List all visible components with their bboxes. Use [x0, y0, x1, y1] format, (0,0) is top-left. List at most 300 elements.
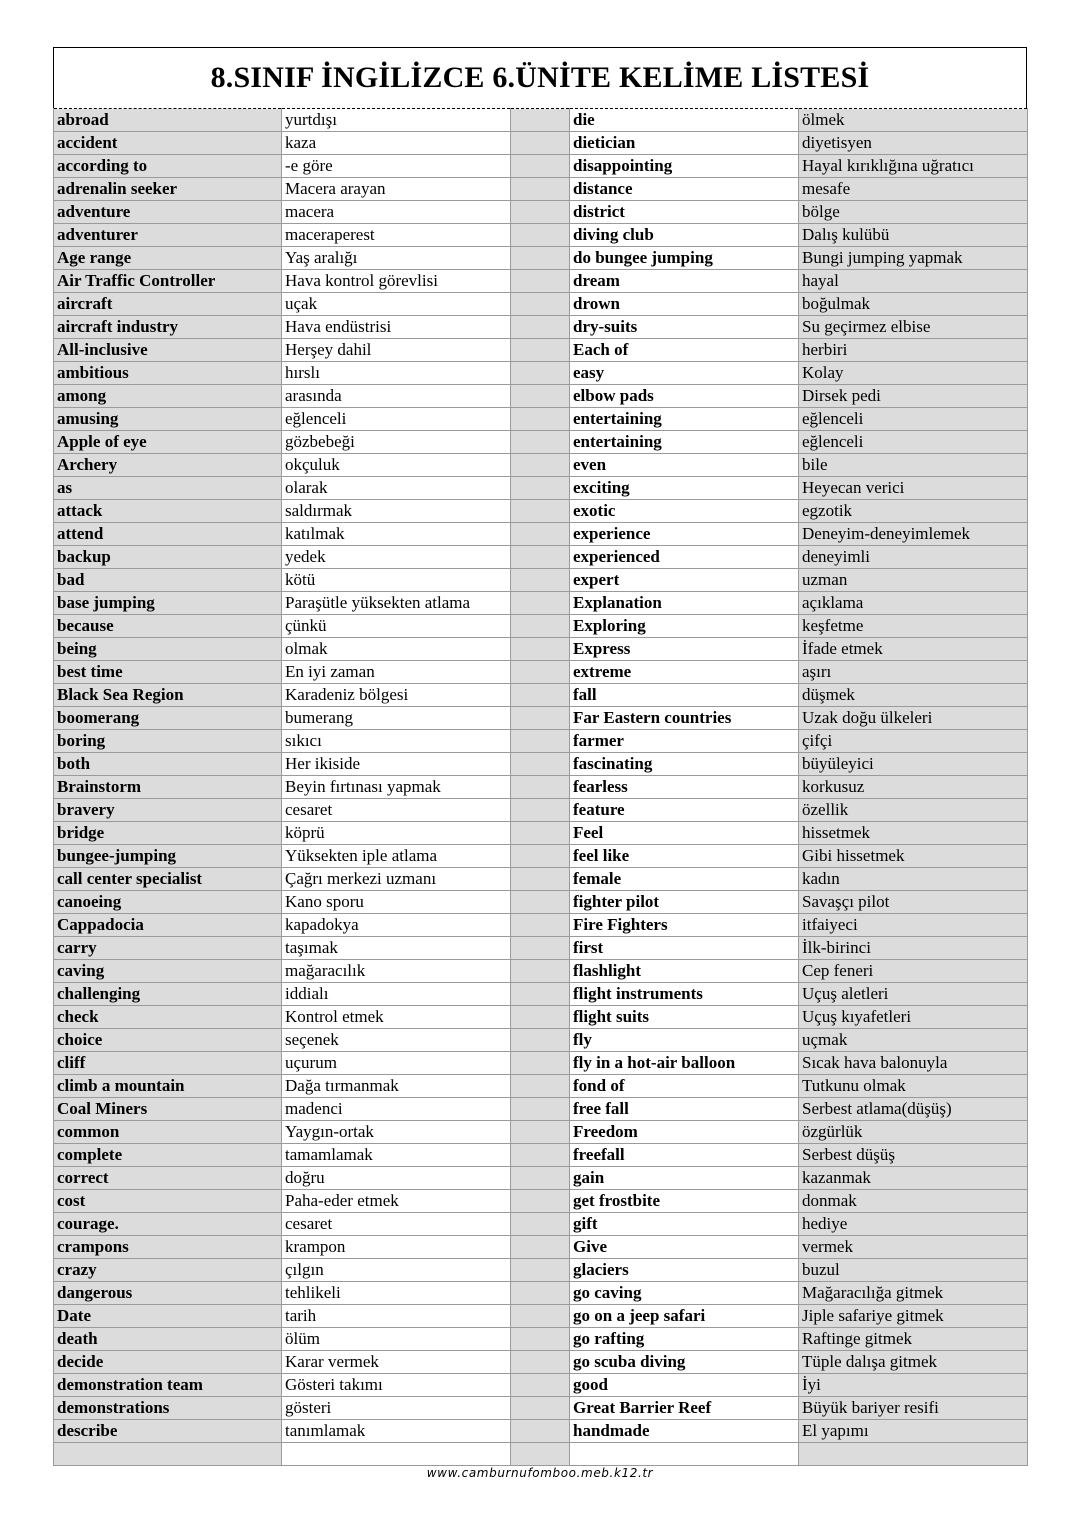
column-gap — [511, 684, 570, 707]
table-row — [54, 1443, 1028, 1466]
left-translation: cesaret — [282, 799, 511, 822]
left-term: choice — [54, 1029, 282, 1052]
column-gap — [511, 592, 570, 615]
left-translation: kaza — [282, 132, 511, 155]
right-term: dietician — [570, 132, 799, 155]
right-term: feel like — [570, 845, 799, 868]
right-term: die — [570, 109, 799, 132]
right-term: elbow pads — [570, 385, 799, 408]
right-term: fly in a hot-air balloon — [570, 1052, 799, 1075]
left-translation: ölüm — [282, 1328, 511, 1351]
column-gap — [511, 477, 570, 500]
right-term: Freedom — [570, 1121, 799, 1144]
left-translation: En iyi zaman — [282, 661, 511, 684]
right-term: glaciers — [570, 1259, 799, 1282]
left-term: crampons — [54, 1236, 282, 1259]
left-term: correct — [54, 1167, 282, 1190]
table-row — [54, 684, 1028, 707]
left-translation: macera — [282, 201, 511, 224]
column-gap — [511, 1167, 570, 1190]
left-translation: tamamlamak — [282, 1144, 511, 1167]
left-translation: Paraşütle yüksekten atlama — [282, 592, 511, 615]
right-term: go scuba diving — [570, 1351, 799, 1374]
left-term: adrenalin seeker — [54, 178, 282, 201]
right-term: Far Eastern countries — [570, 707, 799, 730]
left-term: Archery — [54, 454, 282, 477]
right-translation: Serbest düşüş — [799, 1144, 1028, 1167]
right-translation: İyi — [799, 1374, 1028, 1397]
left-term: accident — [54, 132, 282, 155]
right-term: female — [570, 868, 799, 891]
right-translation: Sıcak hava balonuyla — [799, 1052, 1028, 1075]
left-term: Brainstorm — [54, 776, 282, 799]
left-term: best time — [54, 661, 282, 684]
left-translation: arasında — [282, 385, 511, 408]
right-translation: İfade etmek — [799, 638, 1028, 661]
table-row — [54, 1305, 1028, 1328]
table-row — [54, 546, 1028, 569]
column-gap — [511, 1328, 570, 1351]
column-gap — [511, 1282, 570, 1305]
left-translation: Gösteri takımı — [282, 1374, 511, 1397]
left-translation: kapadokya — [282, 914, 511, 937]
left-term: being — [54, 638, 282, 661]
left-term: abroad — [54, 109, 282, 132]
table-row — [54, 1213, 1028, 1236]
left-term: attack — [54, 500, 282, 523]
column-gap — [511, 109, 570, 132]
left-translation: tanımlamak — [282, 1420, 511, 1443]
left-translation: eğlenceli — [282, 408, 511, 431]
left-translation: gözbebeği — [282, 431, 511, 454]
left-term: common — [54, 1121, 282, 1144]
table-row — [54, 201, 1028, 224]
left-translation: Dağa tırmanmak — [282, 1075, 511, 1098]
table-row — [54, 569, 1028, 592]
column-gap — [511, 270, 570, 293]
left-translation: tarih — [282, 1305, 511, 1328]
column-gap — [511, 1075, 570, 1098]
column-gap — [511, 201, 570, 224]
right-term: flashlight — [570, 960, 799, 983]
column-gap — [511, 385, 570, 408]
left-translation: Her ikiside — [282, 753, 511, 776]
right-translation: Tutkunu olmak — [799, 1075, 1028, 1098]
right-translation: Jiple safariye gitmek — [799, 1305, 1028, 1328]
left-translation: bumerang — [282, 707, 511, 730]
right-translation: deneyimli — [799, 546, 1028, 569]
column-gap — [511, 1144, 570, 1167]
right-term: gain — [570, 1167, 799, 1190]
right-translation: uçmak — [799, 1029, 1028, 1052]
table-row — [54, 592, 1028, 615]
right-term: dry-suits — [570, 316, 799, 339]
left-term — [54, 1443, 282, 1466]
right-term: easy — [570, 362, 799, 385]
left-translation: maceraperest — [282, 224, 511, 247]
left-term: death — [54, 1328, 282, 1351]
vocabulary-sheet — [53, 47, 1027, 1466]
column-gap — [511, 1236, 570, 1259]
left-translation: -e göre — [282, 155, 511, 178]
left-term: Apple of eye — [54, 431, 282, 454]
left-term: bad — [54, 569, 282, 592]
table-row — [54, 822, 1028, 845]
table-row — [54, 1144, 1028, 1167]
column-gap — [511, 500, 570, 523]
left-term: All-inclusive — [54, 339, 282, 362]
table-row — [54, 661, 1028, 684]
left-translation: Paha-eder etmek — [282, 1190, 511, 1213]
left-translation: Karadeniz bölgesi — [282, 684, 511, 707]
right-term: Give — [570, 1236, 799, 1259]
right-term: exciting — [570, 477, 799, 500]
right-term: distance — [570, 178, 799, 201]
table-row — [54, 1420, 1028, 1443]
right-translation: hediye — [799, 1213, 1028, 1236]
right-translation: Su geçirmez elbise — [799, 316, 1028, 339]
left-translation: Hava kontrol görevlisi — [282, 270, 511, 293]
right-term: fall — [570, 684, 799, 707]
right-translation: Serbest atlama(düşüş) — [799, 1098, 1028, 1121]
left-translation: cesaret — [282, 1213, 511, 1236]
right-term: district — [570, 201, 799, 224]
column-gap — [511, 546, 570, 569]
right-translation: ölmek — [799, 109, 1028, 132]
column-gap — [511, 845, 570, 868]
right-term: get frostbite — [570, 1190, 799, 1213]
left-term: Date — [54, 1305, 282, 1328]
left-translation: Çağrı merkezi uzmanı — [282, 868, 511, 891]
left-translation: krampon — [282, 1236, 511, 1259]
right-term: handmade — [570, 1420, 799, 1443]
table-row — [54, 868, 1028, 891]
table-row — [54, 224, 1028, 247]
table-row — [54, 1328, 1028, 1351]
left-term: climb a mountain — [54, 1075, 282, 1098]
left-translation: Kontrol etmek — [282, 1006, 511, 1029]
right-translation: uzman — [799, 569, 1028, 592]
right-translation: İlk-birinci — [799, 937, 1028, 960]
left-translation: olarak — [282, 477, 511, 500]
right-translation: hissetmek — [799, 822, 1028, 845]
table-row — [54, 339, 1028, 362]
right-translation: Uçuş aletleri — [799, 983, 1028, 1006]
table-row — [54, 960, 1028, 983]
table-row — [54, 454, 1028, 477]
table-row — [54, 155, 1028, 178]
left-term: describe — [54, 1420, 282, 1443]
right-term: go rafting — [570, 1328, 799, 1351]
column-gap — [511, 454, 570, 477]
left-term: dangerous — [54, 1282, 282, 1305]
column-gap — [511, 431, 570, 454]
left-translation: okçuluk — [282, 454, 511, 477]
right-translation: Cep feneri — [799, 960, 1028, 983]
left-term: carry — [54, 937, 282, 960]
table-row — [54, 431, 1028, 454]
right-term: flight suits — [570, 1006, 799, 1029]
right-translation: çifçi — [799, 730, 1028, 753]
table-row — [54, 937, 1028, 960]
column-gap — [511, 1098, 570, 1121]
left-translation: katılmak — [282, 523, 511, 546]
right-translation: bölge — [799, 201, 1028, 224]
right-term: flight instruments — [570, 983, 799, 1006]
right-term: Explanation — [570, 592, 799, 615]
title-box — [53, 47, 1027, 108]
right-translation: Raftinge gitmek — [799, 1328, 1028, 1351]
left-translation: seçenek — [282, 1029, 511, 1052]
vocabulary-table — [53, 108, 1028, 1466]
right-term: exotic — [570, 500, 799, 523]
left-term: adventure — [54, 201, 282, 224]
right-translation: Heyecan verici — [799, 477, 1028, 500]
column-gap — [511, 1374, 570, 1397]
left-term: aircraft — [54, 293, 282, 316]
right-translation: kadın — [799, 868, 1028, 891]
column-gap — [511, 132, 570, 155]
right-translation: Kolay — [799, 362, 1028, 385]
right-term: freefall — [570, 1144, 799, 1167]
column-gap — [511, 224, 570, 247]
right-translation: egzotik — [799, 500, 1028, 523]
right-term: farmer — [570, 730, 799, 753]
right-term: even — [570, 454, 799, 477]
left-term: boring — [54, 730, 282, 753]
table-row — [54, 1397, 1028, 1420]
column-gap — [511, 822, 570, 845]
right-translation: El yapımı — [799, 1420, 1028, 1443]
column-gap — [511, 776, 570, 799]
right-translation: korkusuz — [799, 776, 1028, 799]
left-term: cliff — [54, 1052, 282, 1075]
left-term: boomerang — [54, 707, 282, 730]
left-term: canoeing — [54, 891, 282, 914]
left-translation: Karar vermek — [282, 1351, 511, 1374]
right-translation: Büyük bariyer resifi — [799, 1397, 1028, 1420]
table-row — [54, 730, 1028, 753]
left-term: ambitious — [54, 362, 282, 385]
right-translation: vermek — [799, 1236, 1028, 1259]
table-row — [54, 109, 1028, 132]
right-term: do bungee jumping — [570, 247, 799, 270]
column-gap — [511, 615, 570, 638]
right-translation: diyetisyen — [799, 132, 1028, 155]
column-gap — [511, 1259, 570, 1282]
column-gap — [511, 293, 570, 316]
right-term: good — [570, 1374, 799, 1397]
table-row — [54, 707, 1028, 730]
right-translation: Deneyim-deneyimlemek — [799, 523, 1028, 546]
right-translation: Dirsek pedi — [799, 385, 1028, 408]
right-term: fond of — [570, 1075, 799, 1098]
column-gap — [511, 960, 570, 983]
column-gap — [511, 753, 570, 776]
right-term: feature — [570, 799, 799, 822]
right-term: drown — [570, 293, 799, 316]
column-gap — [511, 1006, 570, 1029]
column-gap — [511, 178, 570, 201]
column-gap — [511, 1397, 570, 1420]
right-translation: bile — [799, 454, 1028, 477]
column-gap — [511, 891, 570, 914]
left-term: according to — [54, 155, 282, 178]
left-term: attend — [54, 523, 282, 546]
left-term: aircraft industry — [54, 316, 282, 339]
table-row — [54, 776, 1028, 799]
right-translation: donmak — [799, 1190, 1028, 1213]
left-translation: Yaş aralığı — [282, 247, 511, 270]
left-term: because — [54, 615, 282, 638]
table-row — [54, 1236, 1028, 1259]
right-term — [570, 1443, 799, 1466]
right-term: entertaining — [570, 408, 799, 431]
column-gap — [511, 408, 570, 431]
left-term: complete — [54, 1144, 282, 1167]
right-term: Express — [570, 638, 799, 661]
table-row — [54, 477, 1028, 500]
column-gap — [511, 247, 570, 270]
table-row — [54, 753, 1028, 776]
left-translation: Yaygın-ortak — [282, 1121, 511, 1144]
table-row — [54, 500, 1028, 523]
left-translation: sıkıcı — [282, 730, 511, 753]
table-row — [54, 891, 1028, 914]
table-row — [54, 1282, 1028, 1305]
right-translation: büyüleyici — [799, 753, 1028, 776]
right-term: extreme — [570, 661, 799, 684]
right-term: fearless — [570, 776, 799, 799]
right-term: gift — [570, 1213, 799, 1236]
table-row — [54, 132, 1028, 155]
left-term: adventurer — [54, 224, 282, 247]
table-row — [54, 1190, 1028, 1213]
table-row — [54, 247, 1028, 270]
table-row — [54, 178, 1028, 201]
left-term: backup — [54, 546, 282, 569]
left-term: Air Traffic Controller — [54, 270, 282, 293]
left-term: decide — [54, 1351, 282, 1374]
right-term: Feel — [570, 822, 799, 845]
right-translation: Savaşçı pilot — [799, 891, 1028, 914]
left-term: bravery — [54, 799, 282, 822]
left-translation — [282, 1443, 511, 1466]
column-gap — [511, 569, 570, 592]
right-translation: Hayal kırıklığına uğratıcı — [799, 155, 1028, 178]
right-term: Fire Fighters — [570, 914, 799, 937]
table-row — [54, 1006, 1028, 1029]
column-gap — [511, 983, 570, 1006]
left-translation: Yüksekten iple atlama — [282, 845, 511, 868]
column-gap — [511, 1420, 570, 1443]
left-term: challenging — [54, 983, 282, 1006]
table-row — [54, 362, 1028, 385]
left-term: among — [54, 385, 282, 408]
table-row — [54, 615, 1028, 638]
table-row — [54, 799, 1028, 822]
left-term: call center specialist — [54, 868, 282, 891]
table-row — [54, 1075, 1028, 1098]
left-translation: doğru — [282, 1167, 511, 1190]
table-row — [54, 638, 1028, 661]
table-row — [54, 523, 1028, 546]
column-gap — [511, 1443, 570, 1466]
right-term: go on a jeep safari — [570, 1305, 799, 1328]
column-gap — [511, 339, 570, 362]
column-gap — [511, 1121, 570, 1144]
right-term: expert — [570, 569, 799, 592]
column-gap — [511, 730, 570, 753]
left-term: Coal Miners — [54, 1098, 282, 1121]
table-row — [54, 293, 1028, 316]
left-term: demonstrations — [54, 1397, 282, 1420]
column-gap — [511, 523, 570, 546]
footer-url: www.camburnufomboo.meb.k12.tr — [426, 1466, 654, 1480]
left-translation: köprü — [282, 822, 511, 845]
left-translation: Beyin fırtınası yapmak — [282, 776, 511, 799]
right-translation: Uçuş kıyafetleri — [799, 1006, 1028, 1029]
right-term: entertaining — [570, 431, 799, 454]
right-translation: boğulmak — [799, 293, 1028, 316]
right-term: Each of — [570, 339, 799, 362]
left-translation: uçak — [282, 293, 511, 316]
column-gap — [511, 661, 570, 684]
right-translation: açıklama — [799, 592, 1028, 615]
left-translation: taşımak — [282, 937, 511, 960]
column-gap — [511, 799, 570, 822]
left-term: base jumping — [54, 592, 282, 615]
right-translation: özgürlük — [799, 1121, 1028, 1144]
left-term: amusing — [54, 408, 282, 431]
left-term: as — [54, 477, 282, 500]
column-gap — [511, 1052, 570, 1075]
left-translation: mağaracılık — [282, 960, 511, 983]
table-row — [54, 316, 1028, 339]
right-term: Exploring — [570, 615, 799, 638]
table-row — [54, 408, 1028, 431]
left-translation: Macera arayan — [282, 178, 511, 201]
right-translation: Uzak doğu ülkeleri — [799, 707, 1028, 730]
column-gap — [511, 1351, 570, 1374]
left-term: both — [54, 753, 282, 776]
left-translation: olmak — [282, 638, 511, 661]
table-row — [54, 1052, 1028, 1075]
right-translation: Tüple dalışa gitmek — [799, 1351, 1028, 1374]
right-translation: mesafe — [799, 178, 1028, 201]
table-row — [54, 1374, 1028, 1397]
right-translation: kazanmak — [799, 1167, 1028, 1190]
left-term: courage. — [54, 1213, 282, 1236]
right-term: fly — [570, 1029, 799, 1052]
column-gap — [511, 1213, 570, 1236]
left-translation: çılgın — [282, 1259, 511, 1282]
right-translation: Gibi hissetmek — [799, 845, 1028, 868]
right-translation: Mağaracılığa gitmek — [799, 1282, 1028, 1305]
table-row — [54, 1098, 1028, 1121]
left-translation: kötü — [282, 569, 511, 592]
right-translation: özellik — [799, 799, 1028, 822]
page-title: 8.SINIF İNGİLİZCE 6.ÜNİTE KELİME LİSTESİ — [210, 61, 870, 94]
left-term: check — [54, 1006, 282, 1029]
table-row — [54, 1029, 1028, 1052]
right-term: experience — [570, 523, 799, 546]
left-translation: hırslı — [282, 362, 511, 385]
left-translation: Kano sporu — [282, 891, 511, 914]
right-term: diving club — [570, 224, 799, 247]
right-term: go caving — [570, 1282, 799, 1305]
right-translation: aşırı — [799, 661, 1028, 684]
